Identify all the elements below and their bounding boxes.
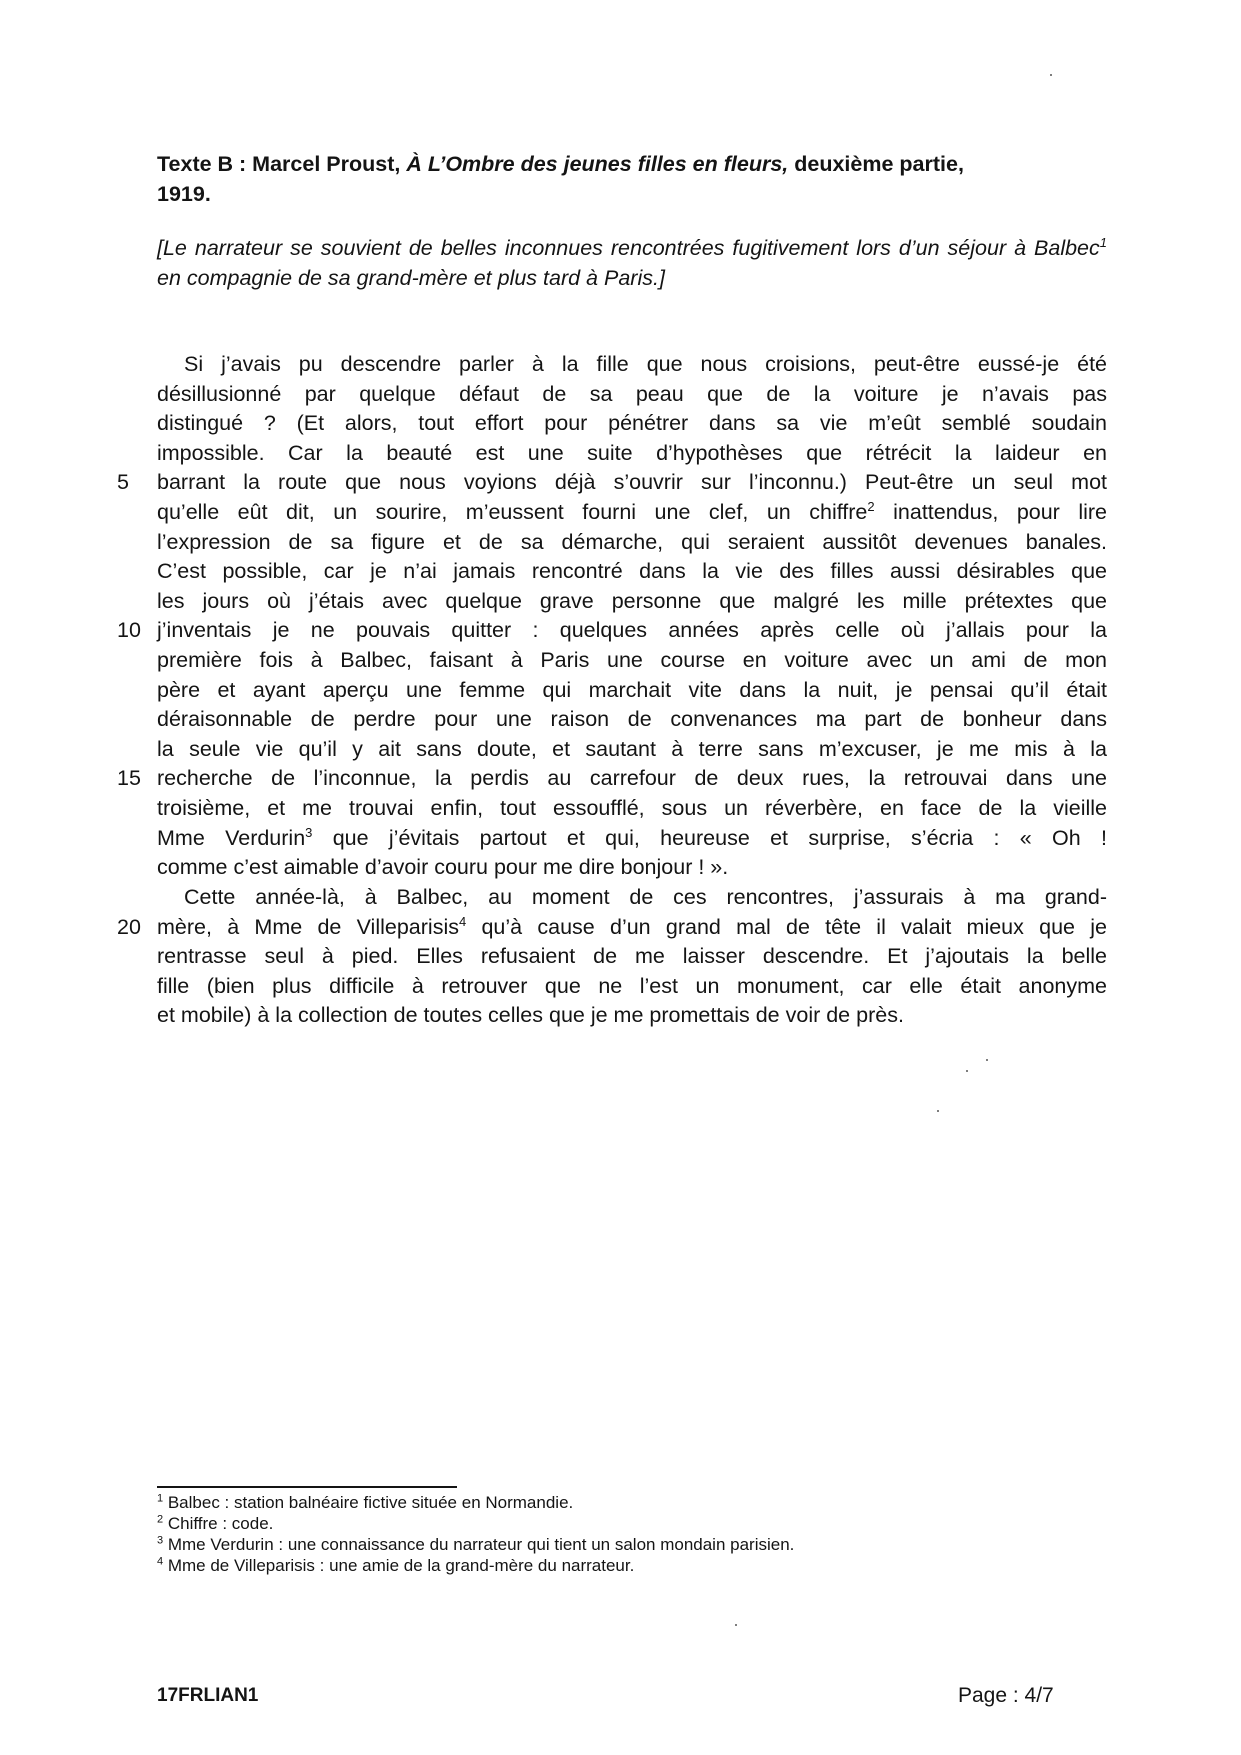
text-line: C’est possible, car je n’ai jamais rencontré dans la vie des filles aussi désirables que: [157, 559, 1107, 584]
text-line: [157, 824, 1107, 854]
scan-speck: [986, 1059, 988, 1061]
heading-year: 1919.: [157, 182, 211, 206]
text-line: les jours où j’étais avec quelque grave personne que malgré les mille prétextes que: [157, 588, 1107, 613]
footnote-1: [157, 1492, 1107, 1513]
line-number: 5: [117, 470, 129, 495]
footnote-ref-2: 2: [867, 498, 875, 514]
intro-note: [157, 233, 1107, 293]
text-line: Cette année-là, à Balbec, au moment de ces rencontres, j’assurais à ma grand-: [184, 885, 1107, 909]
intro-part-2: en compagnie de sa grand-mère et plus tard à Paris.]: [157, 266, 665, 290]
text-line: l’expression de sa figure et de sa démarche, qui seraient aussitôt devenues banales.: [157, 529, 1107, 554]
work-title: À L’Ombre des jeunes filles en fleurs,: [406, 152, 789, 176]
footnote-ref-4: 4: [458, 913, 467, 929]
line-text: j’inventais je ne pouvais quitter : quelques années après celle où j’allais pour la: [157, 618, 1107, 643]
footnote-ref-1: 1: [1099, 234, 1107, 250]
line-text: mère, à Mme de Villeparisis: [157, 914, 459, 939]
footnote-2: [157, 1513, 1107, 1534]
line-text-end: que j’évitais partout et qui, heureuse et surprise, s’écria : « Oh !: [312, 825, 1107, 850]
footnote-divider: [157, 1486, 457, 1488]
line-text: Mme Verdurin: [157, 825, 306, 850]
footnote-text: Balbec : station balnéaire fictive située en Normandie.: [163, 1493, 574, 1512]
footnote-4: [157, 1555, 1107, 1576]
scan-speck: [1050, 74, 1052, 76]
exam-code: 17FRLIAN1: [157, 1685, 259, 1706]
line-text: barrant la route que nous voyions déjà s’ouvrir sur l’inconnu.) Peut-être un seul mot: [157, 470, 1107, 495]
footnote-number: 2: [157, 1513, 164, 1526]
line-text-end: inattendus, pour lire: [874, 499, 1108, 524]
text-line: impossible. Car la beauté est une suite d’hypothèses que rétrécit la laideur en: [157, 440, 1107, 465]
line-number: 10: [117, 618, 141, 643]
text-line: père et ayant aperçu une femme qui marchait vite dans la nuit, je pensai qu’il était: [157, 677, 1107, 702]
footnote-text: Chiffre : code.: [163, 1514, 274, 1533]
intro-part-1: [Le narrateur se souvient de belles inconnues rencontrées fugitivement lors d’un séjour à Balbec: [157, 236, 1100, 260]
line-text-end: qu’à cause d’un grand mal de tête il valait mieux que je: [466, 914, 1107, 939]
text-line: déraisonnable de perdre pour une raison de convenances ma part de bonheur dans: [157, 707, 1107, 732]
line-number: 15: [117, 766, 141, 791]
heading-prefix: Texte B : Marcel Proust,: [157, 152, 407, 176]
scan-speck: [937, 1110, 939, 1112]
footnote-number: 3: [157, 1534, 164, 1547]
text-line: désillusionné par quelque défaut de sa peau que de la voiture je n’avais pas: [157, 381, 1107, 406]
scan-speck: [966, 1070, 968, 1072]
text-line: Si j’avais pu descendre parler à la fille que nous croisions, peut-être eussé-je été: [184, 352, 1107, 376]
text-line: [157, 498, 1107, 528]
heading-suffix: deuxième partie,: [788, 152, 964, 176]
text-line: troisième, et me trouvai enfin, tout essoufflé, sous un réverbère, en face de la vieille: [157, 795, 1107, 820]
footnote-text: Mme de Villeparisis : une amie de la grand-mère du narrateur.: [163, 1556, 635, 1575]
footnotes: [157, 1492, 1107, 1576]
paragraph-2: [117, 883, 1107, 1031]
text-line: rentrasse seul à pied. Elles refusaient de me laisser descendre. Et j’ajoutais la belle: [157, 944, 1107, 969]
text-line-15: [117, 764, 1107, 794]
footnote-ref-3: 3: [305, 824, 313, 840]
text-heading: [157, 149, 1107, 209]
text-line: distingué ? (Et alors, tout effort pour pénétrer dans sa vie m’eût semblé soudain: [157, 411, 1107, 436]
text-line: première fois à Balbec, faisant à Paris une course en voiture avec un ami de mon: [157, 647, 1107, 672]
heading-line-1: [157, 149, 1107, 179]
text-line: et mobile) à la collection de toutes celles que je me promettais de voir de près.: [157, 1003, 904, 1028]
text-line-5: [117, 468, 1107, 498]
paragraph-1: [117, 350, 1108, 883]
text-line: la seule vie qu’il y ait sans doute, et sautant à terre sans m’excuser, je me mis à la: [157, 736, 1107, 761]
line-text: recherche de l’inconnue, la perdis au carrefour de deux rues, la retrouvai dans une: [157, 766, 1107, 791]
text-line: fille (bien plus difficile à retrouver que ne l’est un monument, car elle était anonyme: [157, 973, 1107, 998]
line-number: 20: [117, 914, 141, 939]
footnote-number: 4: [157, 1555, 164, 1568]
text-line-20: [117, 913, 1107, 943]
footnote-number: 1: [157, 1492, 164, 1505]
scan-speck: [735, 1624, 737, 1626]
text-line-10: [117, 616, 1107, 646]
footnote-text: Mme Verdurin : une connaissance du narrateur qui tient un salon mondain parisien.: [163, 1535, 795, 1554]
text-line: comme c’est aimable d’avoir couru pour me dire bonjour ! ».: [157, 855, 729, 880]
line-text: qu’elle eût dit, un sourire, m’eussent fourni une clef, un chiffre: [157, 499, 868, 524]
page-number: Page : 4/7: [958, 1684, 1054, 1707]
footnote-3: [157, 1534, 1107, 1555]
